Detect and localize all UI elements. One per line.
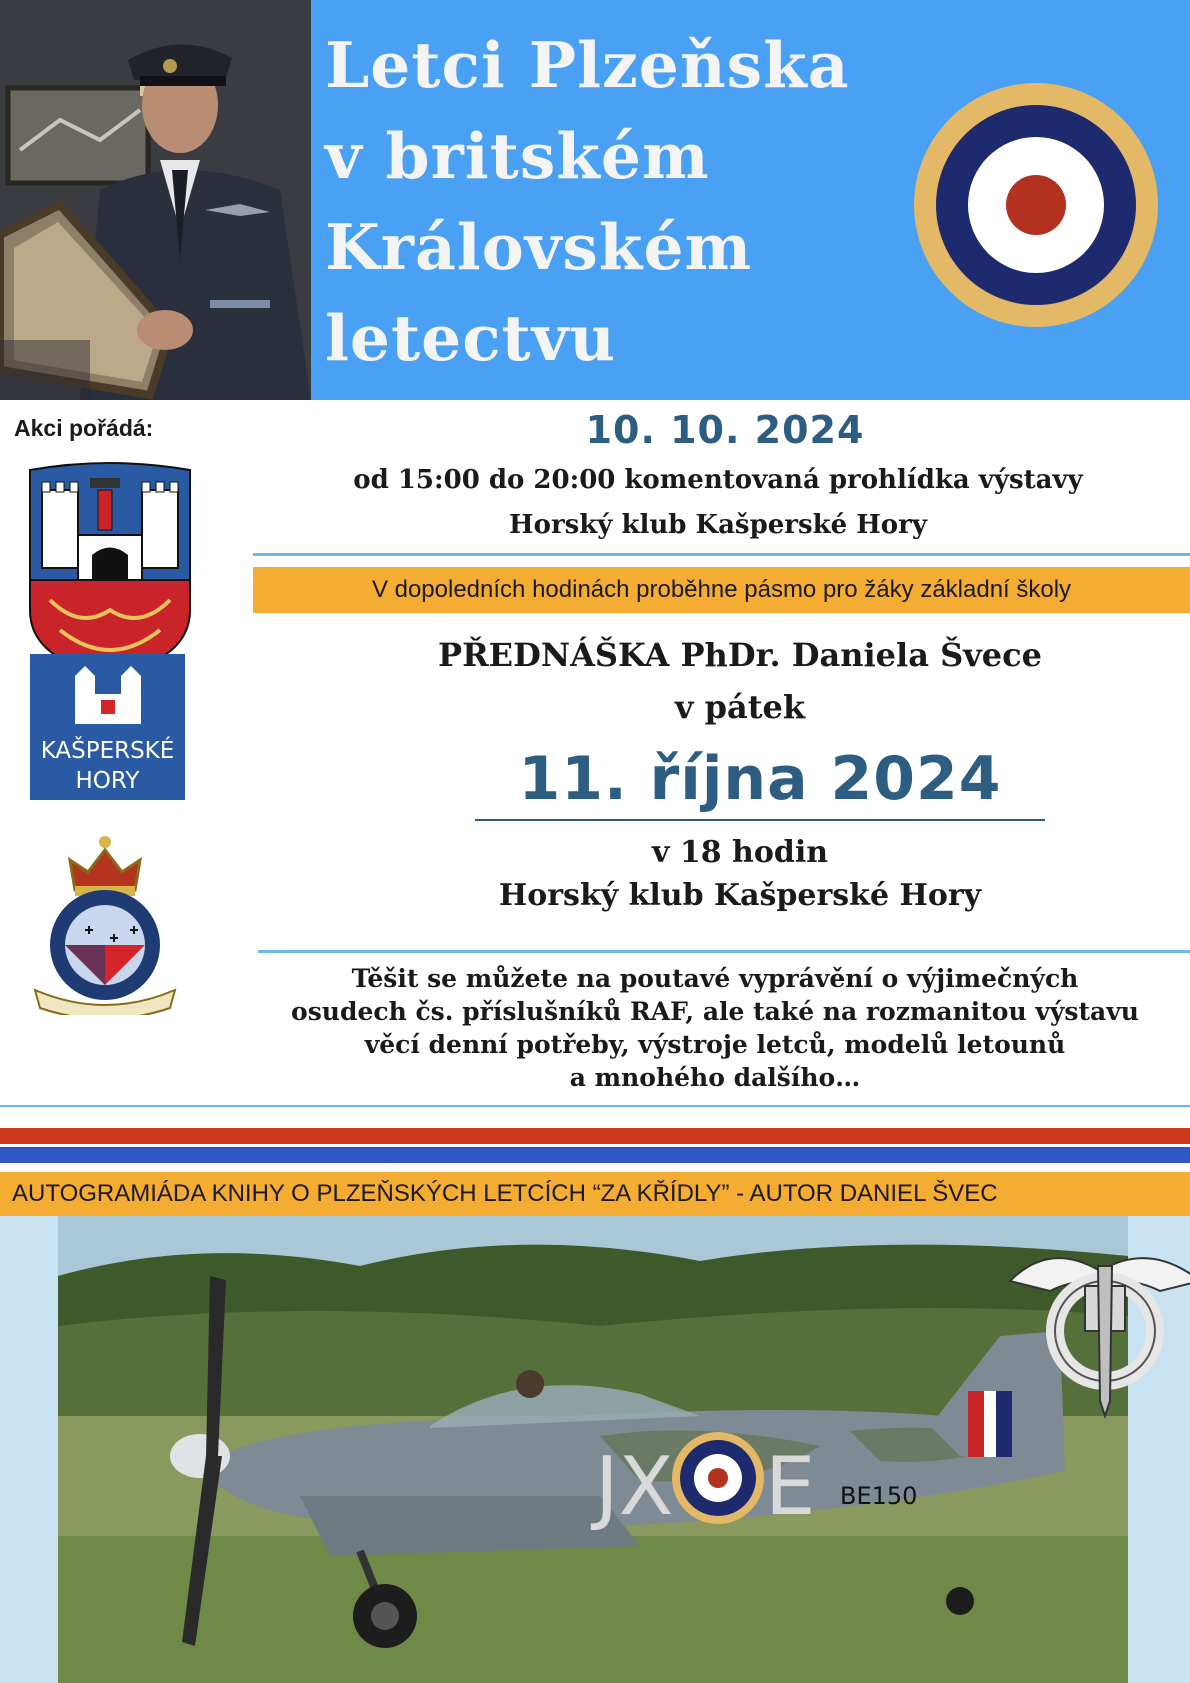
title-panel [311,0,1190,400]
divider [0,1105,1190,1107]
divider [258,950,1190,953]
description [240,962,1190,1094]
plane-code-left: JX [595,1440,674,1533]
event-venue: Horský klub Kašperské Hory [509,510,927,540]
raf-roundel-icon [911,80,1161,330]
flag-stripe-red [0,1128,1190,1144]
raf-crew-badge-icon [30,830,180,1015]
description-line: a mnohého dalšího… [569,1063,861,1092]
school-note-band: V dopoledních hodinách proběhne pásmo pro žáky základní školy [253,567,1190,613]
town-logo [30,654,185,800]
lecture-date: 11. října 2024 [518,744,1002,814]
description-line: věcí denní potřeby, výstroje letců, modelů letounů [364,1030,1066,1059]
event-date: 10. 10. 2024 [585,408,865,452]
lecture-date-underline [475,819,1045,821]
description-line: Těšit se můžete na poutavé vyprávění o výjimečných [351,964,1079,993]
lecture-title: PŘEDNÁŠKA PhDr. Daniela Švece [438,636,1042,674]
castle-icon [71,664,145,724]
title-line-3: Královském [325,210,753,284]
pilot-photo [0,0,311,400]
title-line-4: letectvu [325,301,617,375]
lecture-time: v 18 hodin [651,835,829,870]
town-logo-line1: KAŠPERSKÉ [40,738,175,764]
title-line-2: v britském [325,119,710,193]
divider [253,553,1190,556]
lecture-weekday: v pátek [674,688,806,726]
event-time-line: od 15:00 do 20:00 komentovaná prohlídka výstavy [353,465,1083,495]
plane-serial: BE150 [840,1482,918,1510]
flag-stripe-blue [0,1147,1190,1163]
town-logo-line2: HORY [75,768,140,794]
town-coat-of-arms-icon [20,460,200,680]
description-line: osudech čs. příslušníků RAF, ale také na rozmanitou výstavu [291,997,1139,1026]
title-line-1: Letci Plzeňska [325,28,850,102]
lecture-venue: Horský klub Kašperské Hory [498,878,982,913]
autograph-band: AUTOGRAMIÁDA KNIHY O PLZEŇSKÝCH LETCÍCH “ZA KŘÍDLY” - AUTOR DANIEL ŠVEC [0,1172,1190,1216]
organizers-label: Akci pořádá: [14,415,154,441]
plane-code-right: E [765,1440,816,1533]
hurricane-photo [0,1216,1190,1683]
